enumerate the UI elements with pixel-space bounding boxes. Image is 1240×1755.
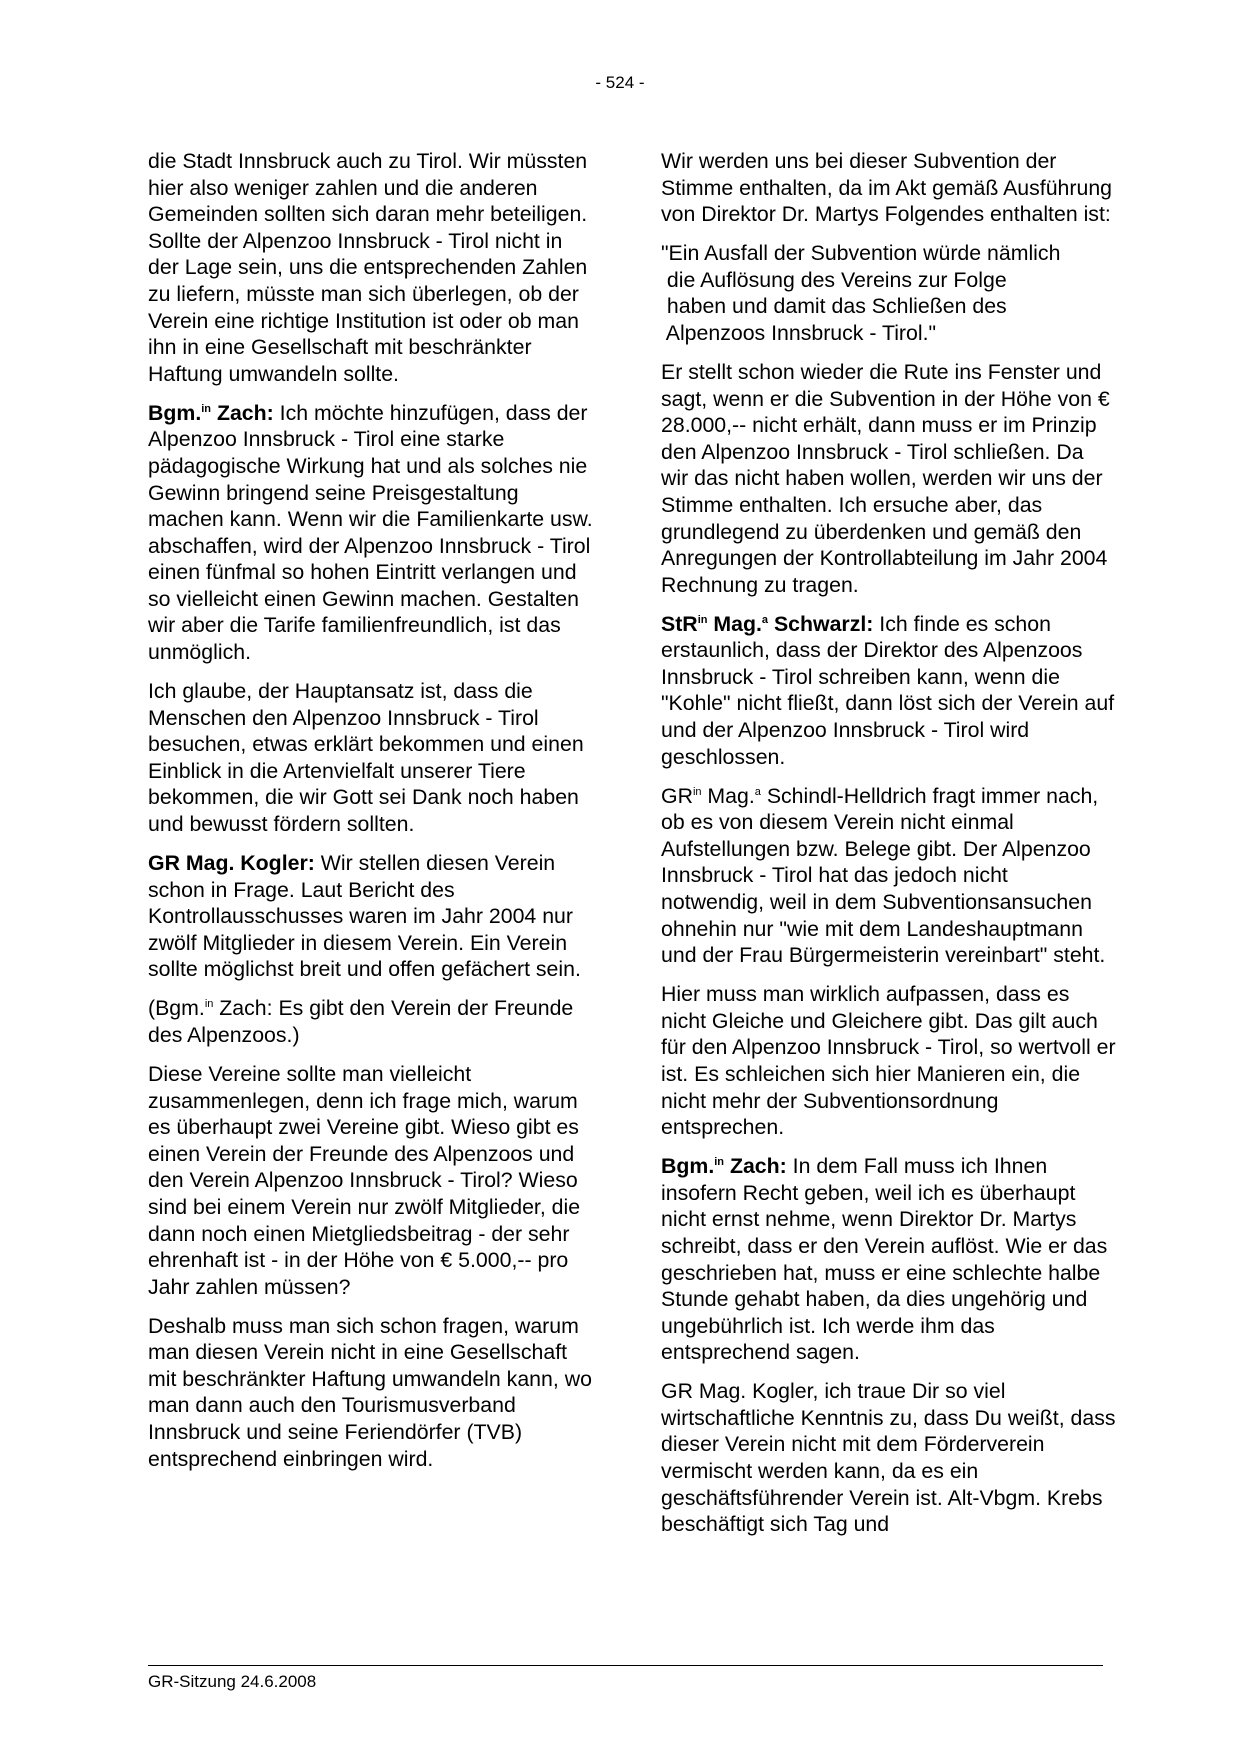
- page-number: - 524 -: [595, 73, 645, 92]
- paragraph-gr-kogler: [148, 850, 593, 983]
- speech-text: Ich möchte hinzufügen, dass der Alpenzoo Innsbruck - Tirol eine starke pädagogische Wirkung hat und als solches nie Gewinn bringend seine Preisgestaltung machen kann. Wenn wir die Familienkarte usw. abschaffen, wird der Alpenzoo Innsbruck - Tirol einen fünfmal so hohen Eintritt verlangen und so vielleicht einen Gewinn machen. Gestalten wir aber die Tarife familienfreundlich, ist das unmöglich.: [148, 400, 593, 665]
- speaker-name: StR$^{in}$ Mag.$^a$ Schwarzl:: [661, 611, 874, 636]
- interjection: (Bgm.$^{in}$ Zach: Es gibt den Verein der Freunde des Alpenzoos.): [148, 996, 574, 1047]
- paragraph: die Stadt Innsbruck auch zu Tirol. Wir müssten hier also weniger zahlen und die anderen Gemeinden sollten sich daran mehr beteiligen. Sollte der Alpenzoo Innsbruck - Tirol nicht in der Lage sein, uns die entsprechenden Zahlen zu liefern, müsste man sich überlegen, ob der Verein eine richtige Institution ist oder ob man ihn in eine Gesellschaft mit beschränkter Haftung umwandeln sollte.: [148, 149, 588, 386]
- paragraph-bgm-zach: [661, 1153, 1116, 1366]
- paragraph: Wir werden uns bei dieser Subvention der Stimme enthalten, da im Akt gemäß Ausführung von Direktor Dr. Martys Folgendes enthalten ist:: [661, 149, 1113, 227]
- right-column: [661, 148, 1116, 1550]
- paragraph-str-schwarzl: [661, 611, 1116, 771]
- paragraph: Diese Vereine sollte man vielleicht zusammenlegen, denn ich frage mich, warum es überhaupt zwei Vereine gibt. Wieso gibt es einen Verein der Freunde des Alpenzoos und den Verein Alpenzoo Innsbruck - Tirol? Wieso sind bei einem Verein nur zwölf Mitglieder, die dann noch einen Mietgliedsbeitrag - der sehr ehrenhaft ist - in der Höhe von € 5.000,-- pro Jahr zahlen müssen?: [148, 1061, 581, 1299]
- paragraph: Deshalb muss man sich schon fragen, warum man diesen Verein nicht in eine Gesellschaft mit beschränkter Haftung umwandeln kann, wo man dann auch den Tourismusverband Innsbruck und seine Feriendörfer (TVB) entsprechend einbringen wird.: [148, 1313, 592, 1471]
- quotation: "Ein Ausfall der Subvention würde nämlich die Auflösung des Vereins zur Folge haben und damit das Schließen des Alpenzoos Innsbruck - Tirol.": [661, 241, 1061, 345]
- paragraph: Ich glaube, der Hauptansatz ist, dass die Menschen den Alpenzoo Innsbruck - Tirol besuchen, etwas erklärt bekommen und einen Einblick in die Artenvielfalt unserer Tiere bekommen, die wir Gott sei Dank noch haben und bewusst fördern sollten.: [148, 679, 584, 837]
- speech-text: Ich finde es schon erstaunlich, dass der Direktor des Alpenzoos Innsbruck - Tirol schreiben kann, wenn die "Kohle" nicht fließt, dann löst sich der Verein auf und der Alpenzoo Innsbruck - Tirol wird geschlossen.: [661, 611, 1115, 769]
- speaker-name: GR Mag. Kogler:: [148, 851, 315, 876]
- footer-rule: [148, 1665, 1103, 1666]
- paragraph: Hier muss man wirklich aufpassen, dass es nicht Gleiche und Gleichere gibt. Das gilt auch für den Alpenzoo Innsbruck - Tirol, so wertvoll er ist. Es schleichen sich hier Manieren ein, die nicht mehr der Subventionsordnung entsprechen.: [661, 982, 1116, 1140]
- paragraph: GR Mag. Kogler, ich traue Dir so viel wirtschaftliche Kenntnis zu, dass Du weißt, dass dieser Verein nicht mit dem Förderverein vermischt werden kann, da es ein geschäftsführender Verein ist. Alt-Vbgm. Krebs beschäftigt sich Tag und: [661, 1379, 1116, 1537]
- speaker-name: Bgm.$^{in}$ Zach:: [661, 1154, 787, 1179]
- paragraph: $GR^{in}$ Mag.$^a$ Schindl-Helldrich fragt immer nach, ob es von diesem Verein nicht einmal Aufstellungen bzw. Belege gibt. Der Alpenzoo Innsbruck - Tirol hat das jedoch nicht notwendig, weil in dem Subventionsansuchen ohnehin nur "wie mit dem Landeshauptmann und der Frau Bürgermeisterin vereinbart" steht.: [661, 783, 1106, 968]
- paragraph-bgm-zach: [148, 400, 593, 666]
- footer-text: GR-Sitzung 24.6.2008: [148, 1672, 317, 1691]
- speech-text: In dem Fall muss ich Ihnen insofern Recht geben, weil ich es überhaupt nicht ernst nehme, wenn Direktor Dr. Martys schreibt, dass er den Verein auflöst. Wie er das geschrieben hat, muss er eine schlechte halbe Stunde gehabt haben, da dies ungehörig und ungebührlich ist. Ich werde ihm das entsprechend sagen.: [661, 1154, 1108, 1365]
- paragraph: Er stellt schon wieder die Rute ins Fenster und sagt, wenn er die Subvention in der Höhe von € 28.000,-- nicht erhält, dann muss er im Prinzip den Alpenzoo Innsbruck - Tirol schließen. Da wir das nicht haben wollen, werden wir uns der Stimme enthalten. Ich ersuche aber, das grundlegend zu überdenken und gemäß den Anregungen der Kontrollabteilung im Jahr 2004 Rechnung zu tragen.: [661, 359, 1110, 597]
- left-column: [148, 148, 593, 1485]
- speech-text: Wir stellen diesen Verein schon in Frage. Laut Bericht des Kontrollausschusses waren im Jahr 2004 nur zwölf Mitglieder in diesem Verein. Ein Verein sollte möglichst breit und offen gefächert sein.: [148, 851, 581, 982]
- speaker-name: Bgm.$^{in}$ Zach:: [148, 400, 274, 425]
